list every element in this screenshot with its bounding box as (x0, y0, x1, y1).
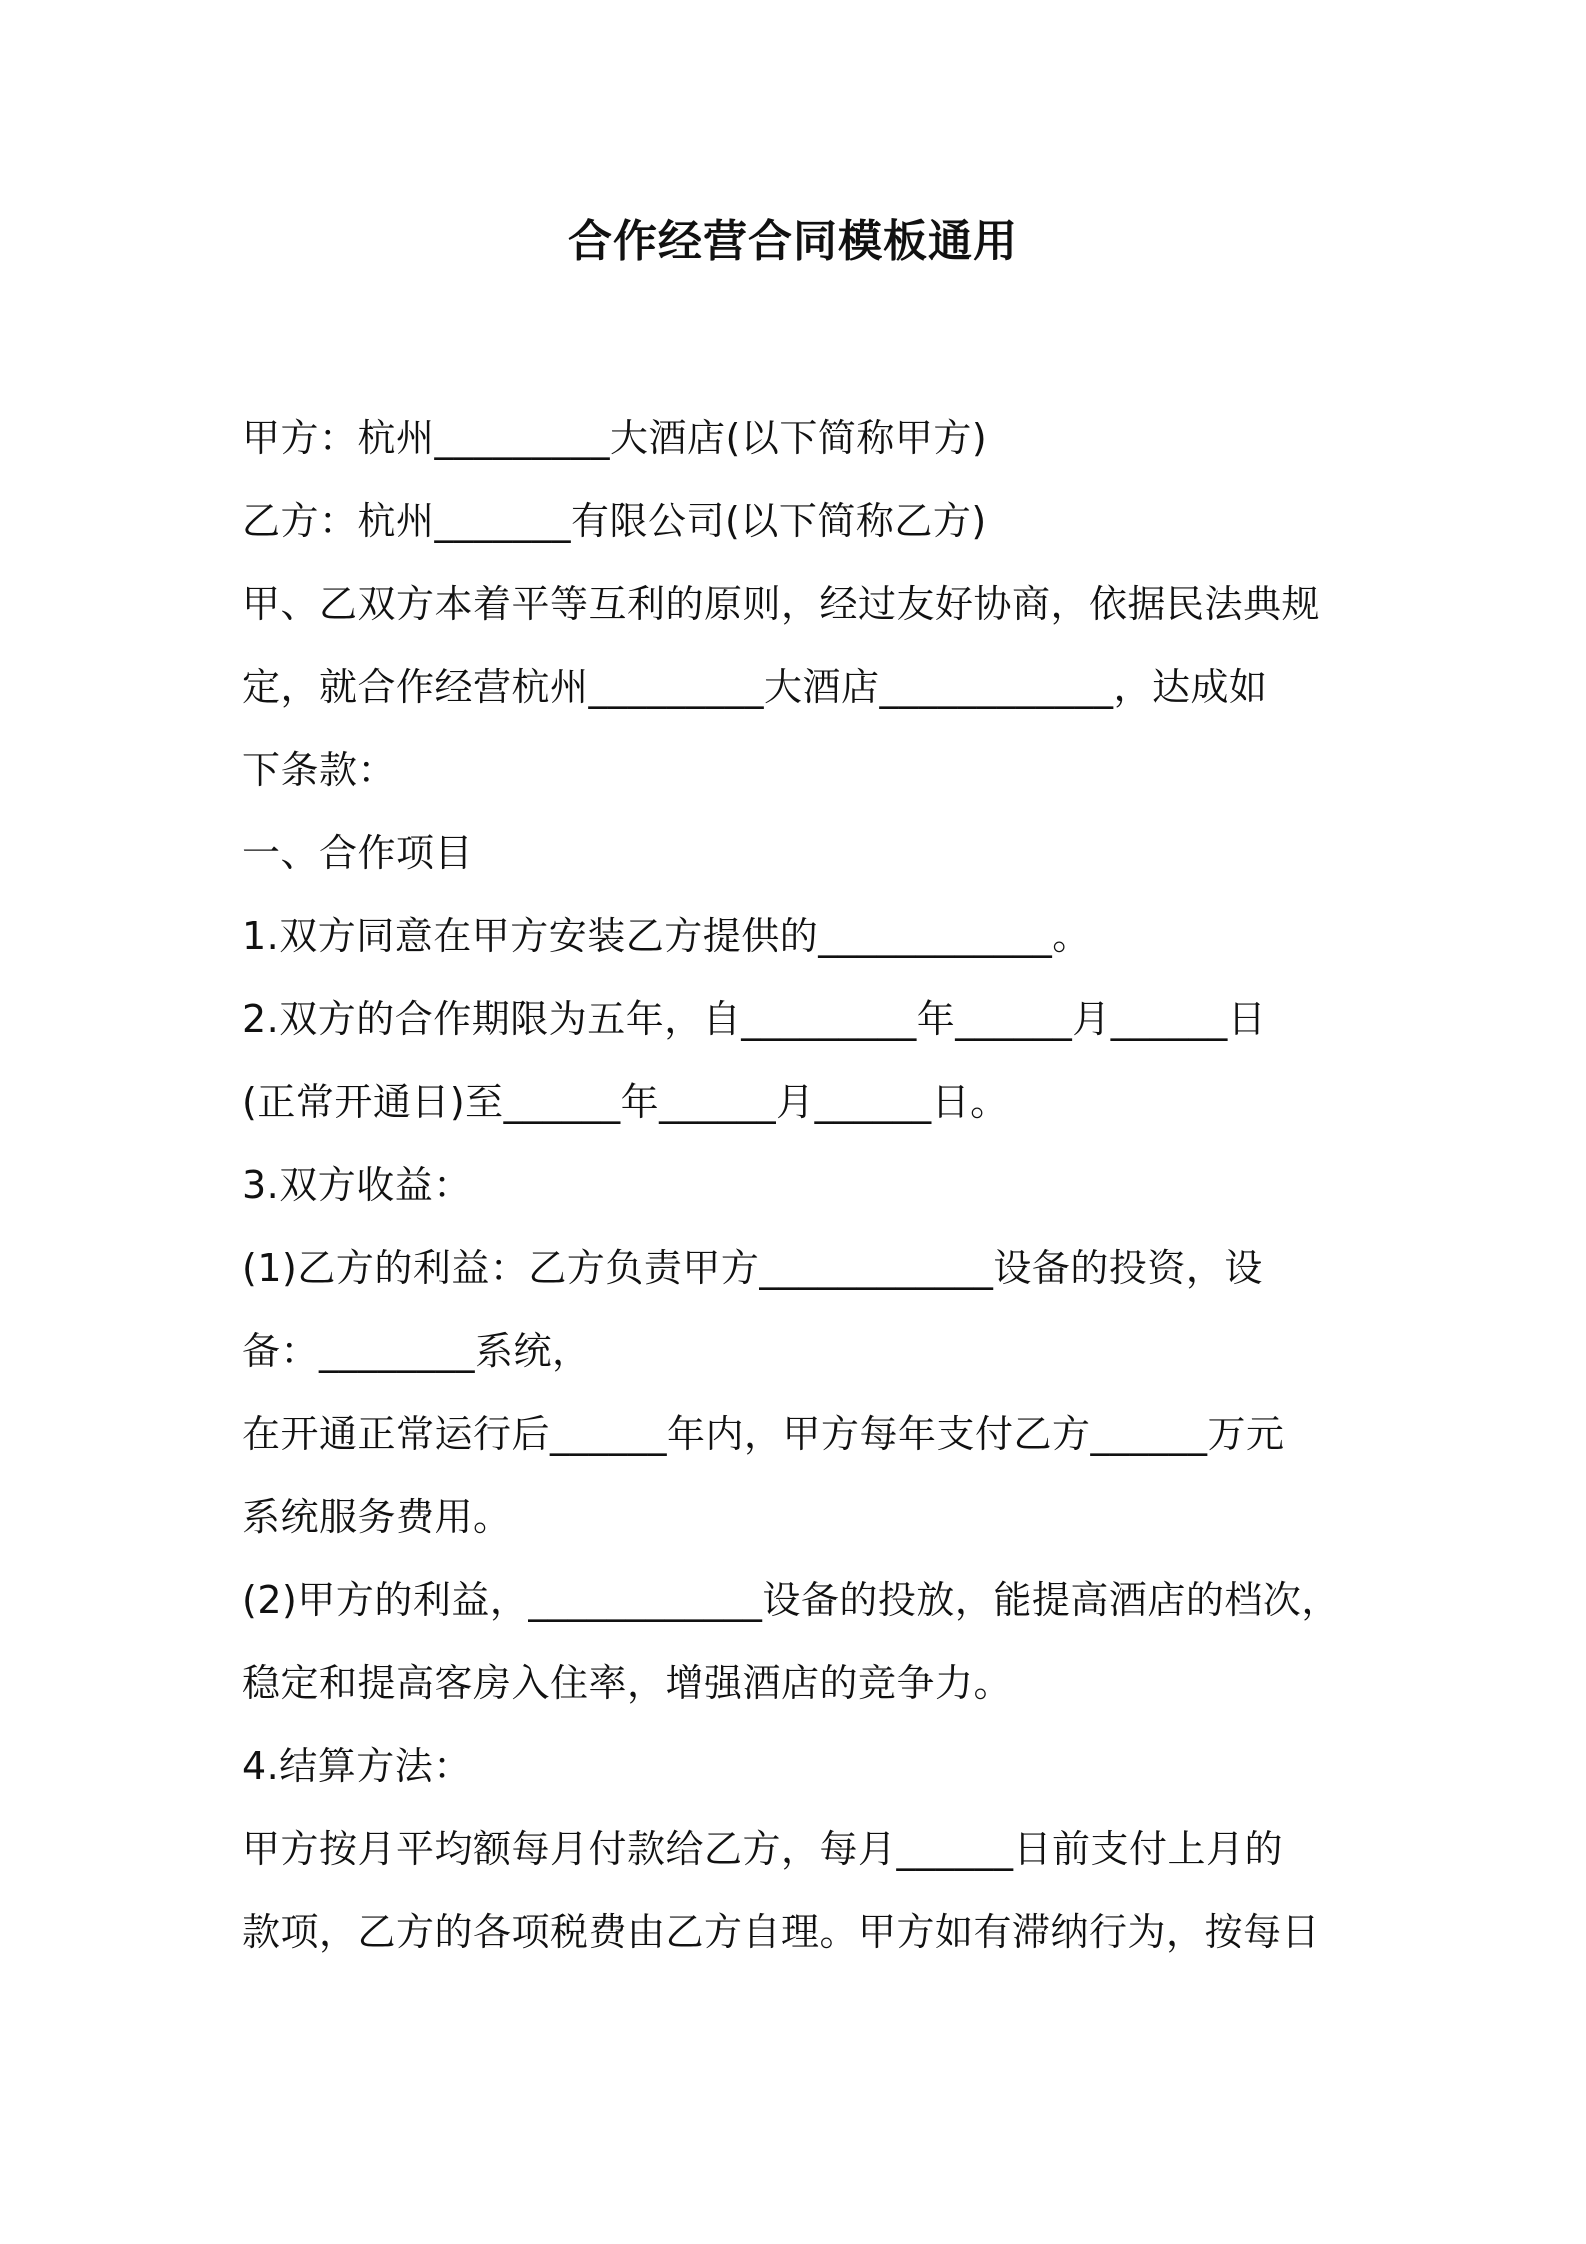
clause-3-heading: 3.双方收益： (242, 1163, 472, 1207)
clause-2-line-2: (正常开通日)至______年______月______日。 (242, 1080, 1009, 1124)
preamble-line-3: 下条款： (242, 748, 397, 792)
clause-3-1-line-2: 备：________系统， (242, 1329, 591, 1373)
clause-4-line-2: 款项，乙方的各项税费由乙方自理。甲方如有滞纳行为，按每日 (242, 1910, 1321, 1954)
clause-3-2-line-2: 稳定和提高客房入住率，增强酒店的竞争力。 (242, 1661, 1013, 1705)
clause-4-heading: 4.结算方法： (242, 1744, 472, 1788)
clause-3-1-line-4: 系统服务费用。 (242, 1495, 512, 1539)
preamble-line-1: 甲、乙双方本着平等互利的原则，经过友好协商，依据民法典规 (242, 582, 1321, 626)
preamble-line-2: 定，就合作经营杭州_________大酒店____________，达成如 (242, 665, 1268, 709)
section-heading: 一、合作项目 (242, 831, 474, 875)
party-a-line: 甲方：杭州_________大酒店(以下简称甲方) (242, 416, 988, 460)
party-b-line: 乙方：杭州_______有限公司(以下简称乙方) (242, 499, 987, 543)
clause-3-1-line-1: (1)乙方的利益：乙方负责甲方____________设备的投资，设 (242, 1246, 1263, 1290)
clause-2-line-1: 2.双方的合作期限为五年，自_________年______月______日 (242, 997, 1267, 1041)
document-title: 合作经营合同模板通用 (568, 216, 1018, 267)
clause-4-line-1: 甲方按月平均额每月付款给乙方，每月______日前支付上月的 (242, 1827, 1284, 1871)
clause-3-1-line-3: 在开通正常运行后______年内，甲方每年支付乙方______万元 (242, 1412, 1285, 1456)
clause-3-2-line-1: (2)甲方的利益，____________设备的投放，能提高酒店的档次， (242, 1578, 1340, 1622)
clause-1-line: 1.双方同意在甲方安装乙方提供的____________。 (242, 914, 1091, 958)
